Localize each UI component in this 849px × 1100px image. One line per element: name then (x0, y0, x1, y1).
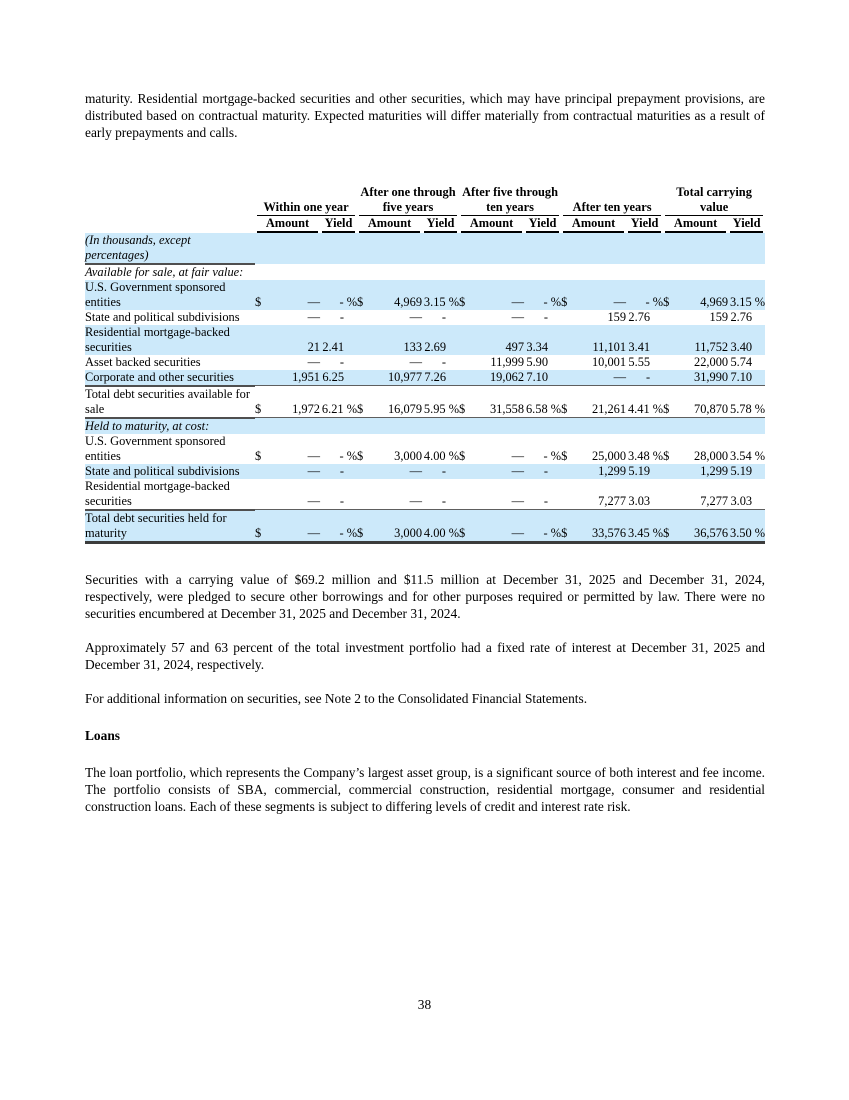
yield-cell: 3.03 (728, 479, 765, 510)
group-label: Within one year (257, 200, 355, 217)
yield-cell: - (543, 463, 549, 478)
table-row (85, 464, 765, 479)
amount-header: Amount (663, 216, 728, 233)
amount-cell: 1,299 (700, 463, 729, 478)
yield-cell: - (441, 309, 447, 324)
row-label: State and political subdivisions (85, 463, 240, 478)
currency-sign-cell (255, 355, 268, 370)
amount-cell: 4,969 (394, 294, 423, 309)
amount-header: Amount (255, 216, 320, 233)
amount-cell: 3,000 (370, 510, 422, 543)
yield-cell: - % (320, 510, 357, 543)
currency-sign-cell: $ (357, 294, 364, 309)
currency-sign-cell (459, 479, 472, 510)
currency-sign-cell: $ (561, 294, 568, 309)
table-row (85, 310, 765, 325)
currency-sign-cell (663, 479, 676, 510)
currency-sign-cell: $ (561, 448, 568, 463)
empty-cells (255, 264, 765, 280)
amount-cell: — (307, 463, 320, 478)
yield-cell: 4.41 % (626, 386, 663, 418)
yield-header: Yield (524, 216, 561, 233)
currency-sign-cell (255, 479, 268, 510)
yield-header: Yield (728, 216, 765, 233)
yield-cell: - (524, 479, 561, 510)
amount-cell: — (511, 294, 525, 309)
row-label: U.S. Government sponsored entities (85, 433, 226, 463)
yield-cell: - (339, 463, 345, 478)
table-row (85, 233, 765, 264)
row-label: Available for sale, at fair value: (85, 264, 244, 279)
amount-cell: — (307, 294, 320, 309)
amount-cell: 10,001 (591, 354, 627, 369)
amount-cell: 22,000 (694, 354, 729, 369)
currency-sign-cell: $ (663, 510, 676, 543)
table-row (85, 479, 765, 510)
amount-cell: 11,101 (592, 339, 627, 354)
yield-cell: - (441, 354, 447, 369)
amount-cell: 16,079 (370, 386, 422, 418)
currency-sign-cell (561, 355, 574, 370)
table-row (85, 510, 765, 543)
currency-sign-cell (663, 370, 676, 386)
currency-sign-cell: $ (255, 386, 268, 418)
currency-sign-cell: $ (459, 386, 472, 418)
yield-cell: 2.69 (424, 339, 447, 354)
yield-cell: 5.55 (628, 354, 651, 369)
row-label: Residential mortgage-backed securities (85, 479, 255, 510)
currency-sign-cell: $ (255, 510, 268, 543)
pledged-paragraph: Securities with a carrying value of $69.2 million and $11.5 million at December 31, 2025 and December 31, 2024, respectively, were pledged to secure other borrowings and for other purposes required or permitted by law. There were no securities encumbered at December 31, 2025 and December 31, 2024. (85, 571, 765, 621)
amount-cell: — (511, 448, 525, 463)
amount-cell: 31,558 (472, 386, 524, 418)
yield-cell: 6.58 % (524, 386, 561, 418)
amount-header: Amount (357, 216, 422, 233)
currency-sign-cell (561, 464, 574, 479)
amount-cell: — (307, 309, 320, 324)
group-header (255, 185, 357, 216)
amount-cell: 4,969 (700, 294, 729, 309)
amount-cell: — (472, 510, 524, 543)
amount-cell: 10,977 (370, 370, 422, 386)
currency-sign-cell (357, 464, 370, 479)
currency-sign-cell (561, 325, 574, 355)
amount-cell: 11,999 (490, 354, 525, 369)
amount-cell: — (574, 370, 626, 386)
yield-cell: 4.00 % (422, 510, 459, 543)
amount-cell: — (511, 309, 525, 324)
group-label: After one through five years (359, 185, 457, 216)
currency-sign-cell (459, 370, 472, 386)
amount-cell: — (409, 463, 423, 478)
group-header (561, 185, 663, 216)
yield-header: Yield (626, 216, 663, 233)
group-label: Total carrying value (665, 185, 763, 216)
table-row (85, 264, 765, 280)
yield-cell: 5.95 % (422, 386, 459, 418)
currency-sign-cell: $ (357, 510, 370, 543)
yield-cell: 2.41 (322, 339, 345, 354)
loans-heading: Loans (85, 727, 120, 743)
amount-cell: 1,951 (268, 370, 320, 386)
group-label: After ten years (563, 200, 661, 217)
page-number: 38 (417, 997, 432, 1012)
yield-cell: - % (524, 510, 561, 543)
yield-cell: - % (645, 294, 664, 309)
currency-sign-cell (663, 310, 676, 325)
amount-cell: 21,261 (574, 386, 626, 418)
currency-sign-cell (561, 370, 574, 386)
table-row (85, 280, 765, 310)
maturities-table (85, 185, 765, 544)
yield-header: Yield (422, 216, 459, 233)
currency-sign-cell (255, 464, 268, 479)
amount-cell: — (307, 448, 320, 463)
row-label: (In thousands, except percentages) (85, 233, 255, 264)
yield-cell: 3.41 (628, 339, 651, 354)
amount-cell: 19,062 (472, 370, 524, 386)
amount-cell: 21 (307, 339, 320, 354)
currency-sign-cell: $ (663, 448, 670, 463)
currency-sign-cell (255, 370, 268, 386)
yield-cell: 3.03 (626, 479, 663, 510)
loans-paragraph: The loan portfolio, which represents the Company’s largest asset group, is a significant source of both interest and fee income. The portfolio consists of SBA, commercial, commercial construction, residential mortgage, consumer and residential construction loans. Each of these segments is subject to differing levels of credit and interest rate risk. (85, 764, 765, 814)
empty-cells (255, 418, 765, 434)
currency-sign-cell: $ (357, 386, 370, 418)
yield-cell: 7.10 (728, 370, 765, 386)
currency-sign-cell: $ (561, 386, 574, 418)
amount-cell: — (409, 309, 423, 324)
currency-sign-cell (255, 310, 268, 325)
yield-cell: 7.10 (524, 370, 561, 386)
currency-sign-cell: $ (561, 510, 574, 543)
group-label: After five through ten years (461, 185, 559, 216)
yield-cell: 5.19 (730, 463, 753, 478)
yield-cell: 5.78 % (728, 386, 765, 418)
currency-sign-cell (357, 310, 370, 325)
yield-cell: - % (339, 294, 358, 309)
currency-sign-cell (663, 325, 676, 355)
table-row (85, 386, 765, 418)
currency-sign-cell (459, 310, 472, 325)
group-header (357, 185, 459, 216)
yield-cell: 3.34 (526, 339, 549, 354)
group-header (459, 185, 561, 216)
yield-cell: 3.15 % (423, 294, 460, 309)
row-label: Corporate and other securities (85, 370, 255, 386)
yield-cell: 3.40 (730, 339, 753, 354)
yield-cell: - (339, 309, 345, 324)
currency-sign-cell (357, 325, 370, 355)
amount-cell: 159 (607, 309, 627, 324)
row-label: U.S. Government sponsored entities (85, 279, 226, 309)
yield-cell: 6.21 % (320, 386, 357, 418)
amount-cell: — (511, 463, 525, 478)
yield-header: Yield (320, 216, 357, 233)
yield-cell: 3.48 % (627, 448, 664, 463)
fixed-rate-paragraph: Approximately 57 and 63 percent of the total investment portfolio had a fixed rate of interest at December 31, 2025 and December 31, 2024, respectively. (85, 639, 765, 672)
yield-cell: 7.26 (422, 370, 459, 386)
amount-cell: 1,972 (268, 386, 320, 418)
table-row (85, 355, 765, 370)
currency-sign-cell (663, 355, 676, 370)
amount-cell: 11,752 (694, 339, 729, 354)
currency-sign-cell (357, 370, 370, 386)
amount-cell: 33,576 (574, 510, 626, 543)
amount-cell: — (268, 510, 320, 543)
currency-sign-cell (561, 310, 574, 325)
amount-cell: — (409, 354, 423, 369)
currency-sign-cell (663, 464, 676, 479)
table-body (85, 233, 765, 543)
corner-cell (85, 185, 255, 216)
currency-sign-cell (357, 355, 370, 370)
corner-cell (85, 216, 255, 233)
currency-sign-cell (561, 479, 574, 510)
yield-cell: - % (543, 294, 562, 309)
currency-sign-cell: $ (357, 448, 364, 463)
yield-cell: - (422, 479, 459, 510)
amount-cell: — (472, 479, 524, 510)
yield-cell: - % (339, 448, 358, 463)
row-label: Total debt securities available for sale (85, 386, 255, 418)
currency-sign-cell: $ (459, 510, 472, 543)
table-row (85, 418, 765, 434)
currency-sign-cell: $ (459, 448, 466, 463)
amount-cell: 3,000 (394, 448, 423, 463)
yield-cell: 4.00 % (423, 448, 460, 463)
row-label: Asset backed securities (85, 354, 201, 369)
yield-cell: - % (543, 448, 562, 463)
amount-cell: — (268, 479, 320, 510)
yield-cell: - (543, 309, 549, 324)
yield-cell: - (339, 354, 345, 369)
currency-sign-cell: $ (255, 448, 262, 463)
amount-cell: 1,299 (598, 463, 627, 478)
currency-sign-cell: $ (459, 294, 466, 309)
group-header (663, 185, 765, 216)
yield-cell: 3.50 % (728, 510, 765, 543)
amount-cell: 497 (505, 339, 525, 354)
amount-cell: — (613, 294, 627, 309)
currency-sign-cell (459, 355, 472, 370)
row-label: State and political subdivisions (85, 309, 240, 324)
yield-cell: - (441, 463, 447, 478)
yield-cell: - (320, 479, 357, 510)
amount-cell: — (307, 354, 320, 369)
amount-cell: 7,277 (574, 479, 626, 510)
currency-sign-cell (357, 479, 370, 510)
col-header-row (85, 216, 765, 233)
currency-sign-cell: $ (255, 294, 262, 309)
table-row (85, 370, 765, 386)
row-label: Total debt securities held for maturity (85, 510, 255, 543)
amount-cell: 7,277 (676, 479, 728, 510)
amount-cell: 70,870 (676, 386, 728, 418)
empty-cells (255, 233, 765, 264)
yield-cell: 3.54 % (730, 448, 766, 463)
note-reference-paragraph: For additional information on securities, see Note 2 to the Consolidated Financial Statements. (85, 690, 588, 706)
intro-paragraph: maturity. Residential mortgage-backed securities and other securities, which may have principal prepayment provisions, are distributed based on contractual maturity. Expected maturities will differ materially from contractual maturities as a result of early prepayments and calls. (85, 91, 765, 140)
yield-cell: 6.25 (320, 370, 357, 386)
yield-cell: - (626, 370, 663, 386)
amount-header: Amount (561, 216, 626, 233)
amount-header: Amount (459, 216, 524, 233)
amount-cell: 25,000 (591, 448, 627, 463)
yield-cell: 2.76 (628, 309, 651, 324)
amount-cell: 31,990 (676, 370, 728, 386)
table-row (85, 434, 765, 464)
amount-cell: 36,576 (676, 510, 728, 543)
row-label: Held to maturity, at cost: (85, 418, 210, 433)
yield-cell: 3.45 % (626, 510, 663, 543)
currency-sign-cell (255, 325, 268, 355)
currency-sign-cell (459, 464, 472, 479)
row-label: Residential mortgage-backed securities (85, 324, 230, 354)
amount-cell: 159 (709, 309, 729, 324)
table-row (85, 325, 765, 355)
currency-sign-cell: $ (663, 294, 670, 309)
yield-cell: 2.76 (730, 309, 753, 324)
yield-cell: 3.15 % (730, 294, 766, 309)
currency-sign-cell (459, 325, 472, 355)
currency-sign-cell: $ (663, 386, 676, 418)
amount-cell: 28,000 (694, 448, 729, 463)
yield-cell: 5.19 (628, 463, 651, 478)
yield-cell: 5.90 (526, 354, 549, 369)
amount-cell: — (370, 479, 422, 510)
yield-cell: 5.74 (730, 354, 753, 369)
amount-cell: 133 (403, 339, 423, 354)
group-header-row (85, 185, 765, 216)
